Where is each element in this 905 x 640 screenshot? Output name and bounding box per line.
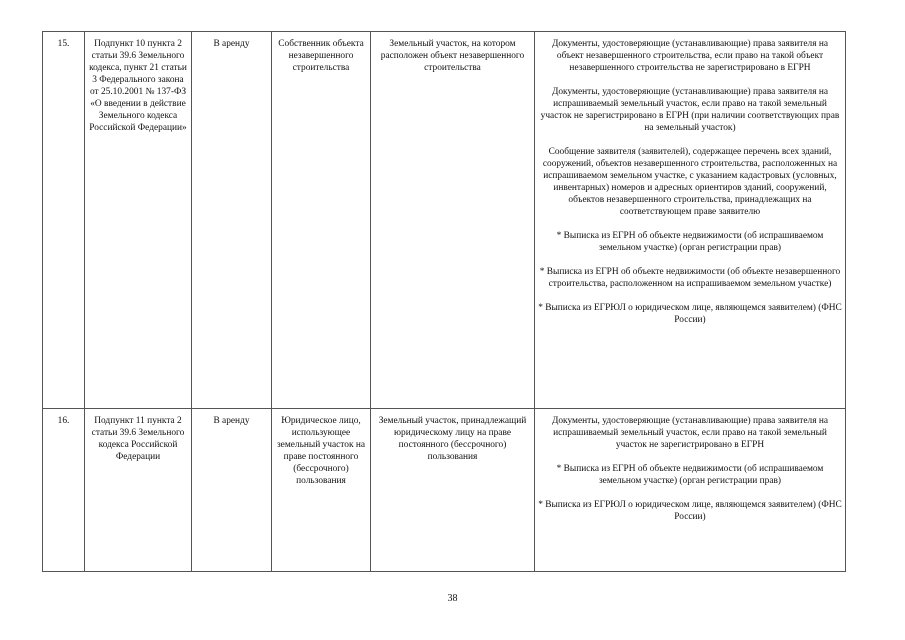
- land-plot-cell: Земельный участок, принадлежащий юридическому лицу на праве постоянного (бессрочного) пользования: [371, 409, 535, 572]
- provision-type-cell: В аренду: [192, 409, 272, 572]
- document-item: Документы, удостоверяющие (устанавливающие) права заявителя на объект незавершенного строительства, если право на такой объект незавершенного строительства не зарегистрировано в ЕГРН: [551, 39, 829, 73]
- row-number: 15.: [43, 32, 85, 409]
- table-row: [43, 409, 846, 572]
- document-item: Сообщение заявителя (заявителей), содержащее перечень всех зданий, сооружений, объектов незавершенного строительства, расположенных на испрашиваемом земельном участке, с указанием кадастровых (условных, инвентарных) номеров и адресных ориентиров зданий, сооружений, объектов незавершенного строительства, принадлежащих на соответствующем праве заявителю: [542, 147, 838, 217]
- applicant-cell: Собственник объекта незавершенного строительства: [272, 32, 371, 409]
- legal-basis-cell: Подпункт 11 пункта 2 статьи 39.6 Земельного кодекса Российской Федерации: [85, 409, 192, 572]
- grounds-table: [42, 31, 846, 572]
- table-row: [43, 32, 846, 409]
- land-plot-cell: Земельный участок, на котором расположен объект незавершенного строительства: [371, 32, 535, 409]
- page-number: 38: [447, 593, 458, 604]
- document-item: Документы, удостоверяющие (устанавливающие) права заявителя на испрашиваемый земельный участок, если право на такой земельный участок не зарегистрировано в ЕГРН (при наличии соответствующих прав на земельный участок): [540, 87, 840, 133]
- document-item: * Выписка из ЕГРН об объекте недвижимости (об испрашиваемом земельном участке) (орган регистрации прав): [556, 464, 824, 486]
- row-number: 16.: [43, 409, 85, 572]
- document-item: Документы, удостоверяющие (устанавливающие) права заявителя на испрашиваемый земельный участок, если право на такой земельный участок не зарегистрировано в ЕГРН: [551, 416, 829, 450]
- document-item: * Выписка из ЕГРЮЛ о юридическом лице, являющемся заявителем) (ФНС России): [538, 500, 842, 522]
- document-item: * Выписка из ЕГРН об объекте недвижимости (об объекте незавершенного строительства, расположенном на испрашиваемом земельном участке): [539, 267, 841, 289]
- document-item: * Выписка из ЕГРН об объекте недвижимости (об испрашиваемом земельном участке) (орган регистрации прав): [556, 231, 824, 253]
- legal-basis-cell: Подпункт 10 пункта 2 статьи 39.6 Земельного кодекса, пункт 21 статьи 3 Федерального закона от 25.10.2001 № 137-ФЗ «О введении в действие Земельного кодекса Российской Федерации»: [85, 32, 192, 409]
- applicant-cell: Юридическое лицо, использующее земельный участок на праве постоянного (бессрочного) пользования: [272, 409, 371, 572]
- document-item: * Выписка из ЕГРЮЛ о юридическом лице, являющемся заявителем) (ФНС России): [538, 303, 842, 325]
- documents-cell: [535, 409, 846, 572]
- provision-type-cell: В аренду: [192, 32, 272, 409]
- documents-cell: [535, 32, 846, 409]
